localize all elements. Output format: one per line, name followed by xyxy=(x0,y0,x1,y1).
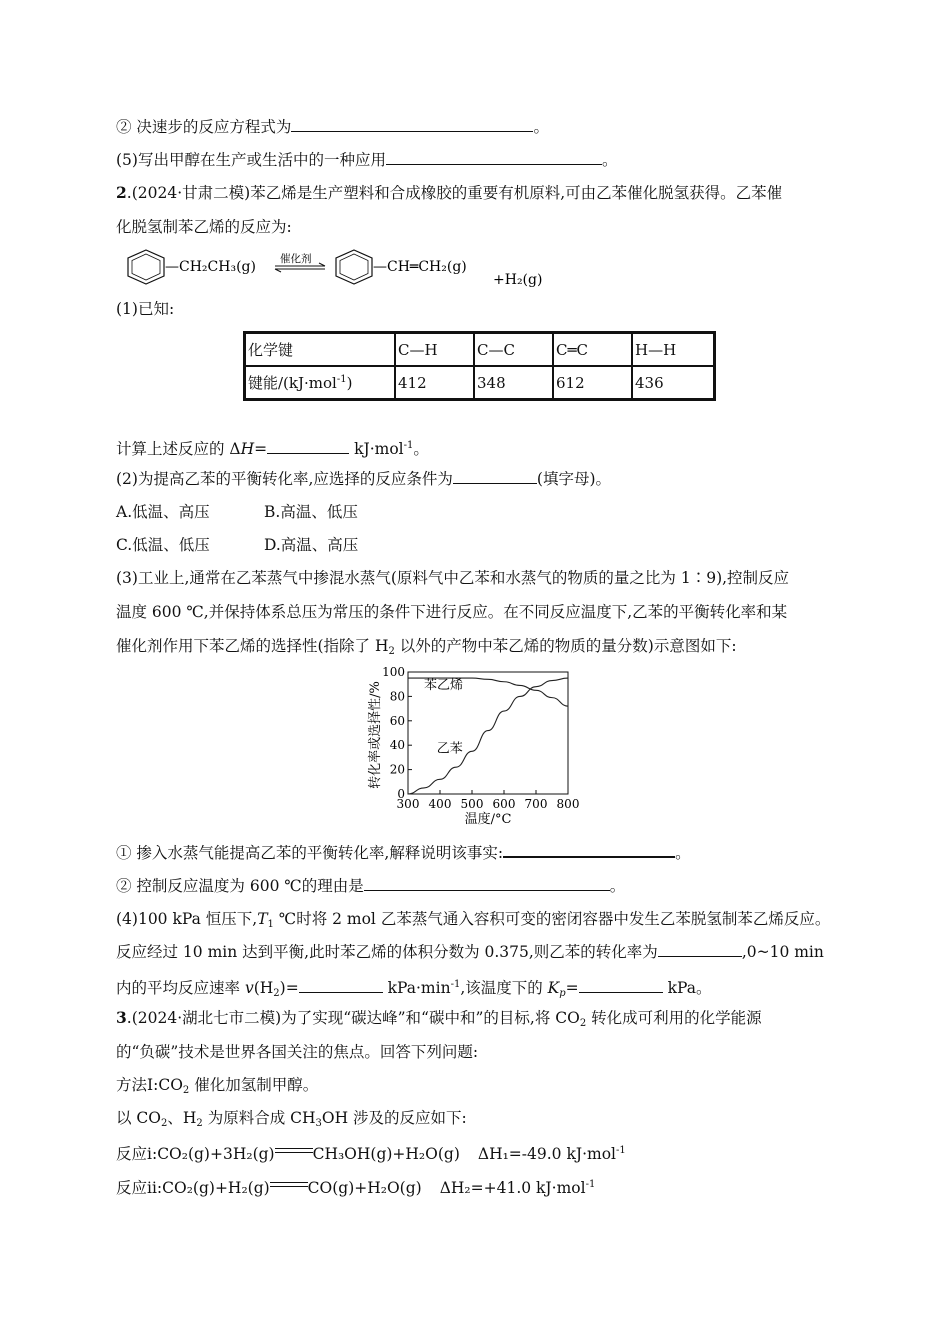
byproduct: +H₂(g) xyxy=(493,272,543,288)
options-row-2 xyxy=(116,535,358,555)
answer-blank[interactable] xyxy=(364,876,610,891)
question-2-part-3-a: (3)工业上,通常在乙苯蒸气中掺混水蒸气(原料气中乙苯和水蒸气的物质的量之比为 1∶9),控制反应 xyxy=(116,569,790,587)
question-2-part-4-b: 反应经过 10 min 达到平衡,此时苯乙烯的体积分数为 0.375,则乙苯的转化率为 ,0~10 min xyxy=(116,943,824,961)
method-1: 方法$Ⅰ:CO_2$ 催化加氢制甲醇。 xyxy=(116,1076,319,1096)
sub-question-2: ② 控制反应温度为 600 ℃的理由是 。 xyxy=(116,877,626,895)
text: 。 xyxy=(601,151,618,169)
question-2-part-3-b: 温度 600 ℃,并保持体系总压为常压的条件下进行反应。在不同反应温度下,乙苯的平衡转化率和某 xyxy=(116,603,788,621)
bond-energy-table xyxy=(243,331,716,401)
table-row xyxy=(245,333,715,367)
question-line-1 xyxy=(116,117,549,137)
answer-blank[interactable] xyxy=(386,150,602,165)
x-tick-label: 400 xyxy=(428,797,452,811)
answer-blank[interactable] xyxy=(579,978,663,993)
answer-blank[interactable] xyxy=(503,842,675,858)
answer-blank[interactable] xyxy=(299,978,383,993)
question-2-part-2: (2)为提高乙苯的平衡转化率,应选择的反应条件为 (填字母)。 xyxy=(116,470,611,488)
series-line-1 xyxy=(408,678,568,794)
text: 化脱氢制苯乙烯的反应为: xyxy=(116,218,292,236)
question-3-intro-2: 的“负碳”技术是世界各国关注的焦点。回答下列问题: xyxy=(116,1043,479,1061)
answer-blank[interactable] xyxy=(453,469,537,484)
table-header-cell: C—C xyxy=(474,333,553,367)
reaction-2: 反应ⅱ:CO₂(g)+H₂(g) CO(g)+H₂O(g) ΔH₂=+41.0 kJ·mol$^{-1}$ xyxy=(116,1179,596,1197)
series-label-styrene: 苯乙烯 xyxy=(424,678,464,694)
table-header-cell: H—H xyxy=(632,333,715,367)
y-tick-label: 80 xyxy=(389,689,405,704)
x-tick-label: 700 xyxy=(524,797,548,811)
table-row xyxy=(245,366,715,400)
option-a[interactable]: A.低温、高压 xyxy=(116,503,210,521)
question-3-intro: 3.(2024·湖北七市二模)为了实现“碳达峰”和“碳中和”的目标,将 $CO_2$ 转化成可利用的化学能源 xyxy=(116,1008,762,1029)
catalyst-label: 催化剂 xyxy=(280,253,312,265)
answer-blank[interactable] xyxy=(291,117,533,132)
question-2-intro-2 xyxy=(116,217,292,237)
conversion-selectivity-chart xyxy=(362,660,592,834)
question-number: 3 xyxy=(116,1008,127,1027)
reaction-1: 反应ⅰ:CO₂(g)+3H₂(g) CH₃OH(g)+H₂O(g) ΔH₁=-49.0 kJ·mol$^{-1}$ xyxy=(116,1145,626,1163)
question-line-5 xyxy=(116,150,617,170)
y-tick-label: 0 xyxy=(397,787,405,801)
y-tick-label: 40 xyxy=(389,738,405,753)
answer-blank[interactable] xyxy=(658,942,742,957)
text: .(2024·甘肃二模)苯乙烯是生产塑料和合成橡胶的重要有机原料,可由乙苯催化脱氢获得。乙苯催 xyxy=(126,184,783,202)
known-label xyxy=(116,299,174,319)
x-axis-label: 温度/°C xyxy=(464,812,512,827)
question-2-part-3-c: 催化剂作用下苯乙烯的选择性(指除了 $H_2$ 以外的产物中苯乙烯的物质的量分数)示意图如下: xyxy=(116,637,737,657)
table-cell: 436 xyxy=(632,366,715,400)
question-2-intro xyxy=(116,183,782,203)
table-cell: 348 xyxy=(474,366,553,400)
y-axis-label: 转化率或选择性/% xyxy=(368,681,383,789)
text: ② 决速步的反应方程式为 xyxy=(116,118,292,136)
x-tick-label: 800 xyxy=(556,797,580,811)
y-tick-label: 20 xyxy=(389,762,405,777)
table-cell: 412 xyxy=(395,366,474,400)
reactant-group: —CH₂CH₃(g) xyxy=(165,259,256,275)
equilibrium-arrow-icon xyxy=(275,1145,313,1157)
x-tick-label: 500 xyxy=(460,797,484,811)
option-b[interactable]: B.高温、低压 xyxy=(264,503,358,521)
calc-delta-h: 计算上述反应的 ΔH= kJ·mol$^{-1}$。 xyxy=(116,440,429,458)
table-header-cell: C—H xyxy=(395,333,474,367)
x-tick-label: 300 xyxy=(396,797,420,811)
table-header-cell: 化学键 xyxy=(245,333,396,367)
product-group: —CH═CH₂(g) xyxy=(373,259,467,275)
question-number: 2 xyxy=(116,183,127,202)
benzene-ring-icon xyxy=(128,250,164,284)
table-cell: 612 xyxy=(553,366,632,400)
series-label-ethylbenzene: 乙苯 xyxy=(436,741,463,757)
options-row-1 xyxy=(116,502,358,522)
option-d[interactable]: D.高温、高压 xyxy=(264,536,359,554)
equilibrium-arrow-icon xyxy=(270,1179,308,1191)
text: (1)已知: xyxy=(116,300,175,318)
table-row-label: 键能/(kJ·mol$^{-1}$) xyxy=(245,366,396,400)
y-tick-label: 60 xyxy=(389,713,405,728)
text: 。 xyxy=(533,118,549,136)
text: (5)写出甲醇在生产或生活中的一种应用 xyxy=(116,151,386,169)
y-tick-label: 100 xyxy=(382,665,405,679)
table-header-cell: C═C xyxy=(553,333,632,367)
x-tick-label: 600 xyxy=(492,797,516,811)
question-2-part-4-a: (4)100 kPa 恒压下$,T_1$ ℃时将 2 mol 乙苯蒸气通入容积可变的密闭容器中发生乙苯脱氢制苯乙烯反应。 xyxy=(116,910,831,930)
sub-question-1: ① 掺入水蒸气能提高乙苯的平衡转化率,解释说明该事实: 。 xyxy=(116,844,691,862)
reaction-scheme xyxy=(116,243,576,293)
benzene-ring-icon xyxy=(336,250,372,284)
answer-blank[interactable] xyxy=(267,439,349,454)
option-c[interactable]: C.低温、低压 xyxy=(116,536,210,554)
question-2-part-4-c: 内的平均反应速率 $v(H_2)= kPa\cdot\min^{-1}$,该温度下的 $K_p=$ kPa。 xyxy=(116,979,712,999)
method-1-desc: 以 $CO_2$、$H_2$ 为原料合成 $CH_3OH$ 涉及的反应如下: xyxy=(116,1109,467,1129)
